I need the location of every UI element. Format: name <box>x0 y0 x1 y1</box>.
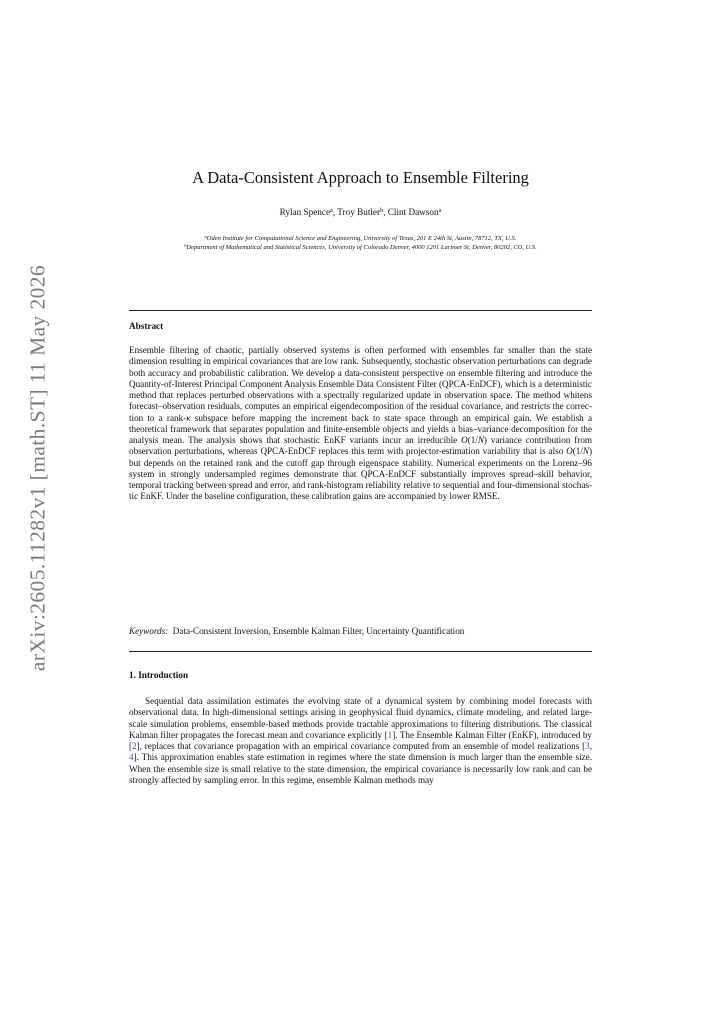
keywords-list: Data-Consistent Inversion, Ensemble Kalman Filter, Uncertainty Quantification <box>172 626 465 636</box>
introduction-text <box>129 696 592 786</box>
abstract-text-run: ) variance contribution from observation perturbations, whereas QPCA-EnDCF replaces this term with projector-estimation variability that is also <box>129 435 592 457</box>
abstract-math-symbol: N <box>582 446 589 457</box>
citation-link[interactable]: 1 <box>387 729 393 740</box>
intro-text-run: ], replaces that covariance propagation with an empirical covariance computed from an ensemble of model realizations [ <box>136 741 586 751</box>
citation-link[interactable]: 4 <box>129 752 134 763</box>
abstract-text <box>129 345 592 503</box>
affiliation-a: $^a$Oden Institute for Computational Science and Engineering, University of Texas, 201 E 24th St, Austin, 78712, TX, U.S. <box>204 234 517 242</box>
author: Clint Dawson$^a$ <box>387 207 442 217</box>
abstract-math-symbol: O <box>566 446 573 457</box>
abstract-text-run: subspace before mapping the increment back to state space through an empirical gain. We establish a theoretical framework that separates population and finite-ensemble objects and yields a bias–variance decomposition for the analysis mean. The analysis shows that stochastic EnKF variants incur an irreducible <box>129 412 592 445</box>
citation-link[interactable]: 2 <box>132 741 137 751</box>
intro-text-run: ]. The Ensemble Kalman Filter (EnKF), introduced by [ <box>129 729 592 751</box>
citation-link[interactable]: 3 <box>585 741 590 751</box>
intro-text-run: ]. This approximation enables state estimation in regimes where the state dimension is much larger than the ensemble size. When the ensemble size is small relative to the state dimension, the empirical covariance is necessarily low rank and can be strongly affected by sampling error. In this regime, ensemble Kalman methods may <box>129 752 592 785</box>
abstract-top-rule <box>129 310 592 311</box>
intro-text-run: , <box>589 741 592 751</box>
section-heading-introduction: 1. Introduction <box>129 670 189 680</box>
author: Rylan Spence$^a$ <box>279 207 333 217</box>
keywords <box>129 626 464 636</box>
abstract-heading: Abstract <box>129 321 164 331</box>
abstract-math-symbol: N <box>477 435 484 445</box>
arxiv-identifier: arXiv:2605.11282v1 [math.ST] 11 May 2026 <box>25 264 50 672</box>
abstract-math-symbol: κ <box>186 412 191 423</box>
affiliation-b: $^b$Department of Mathematical and Statistical Sciences, University of Colorado Denver, 4000 1201 Larimer St, Denver, 80202, CO, U.S. <box>184 243 537 252</box>
author: Troy Butler$^b$ <box>337 207 384 217</box>
abstract-bottom-rule <box>129 651 592 652</box>
keywords-label: Keywords: <box>129 626 169 636</box>
paper-title: A Data-Consistent Approach to Ensemble Filtering <box>192 168 529 187</box>
abstract-text-run: (1/ <box>572 446 583 457</box>
abstract-text-run: (1/ <box>467 435 478 445</box>
abstract-math-symbol: O <box>461 435 468 445</box>
author-list: Rylan Spence$^a$, Troy Butler$^b$, Clint Dawson$^a$ <box>279 207 442 217</box>
abstract-text-run: ) but depends on the retained rank and the cutoff gap through eigenspace stability. Numerical experiments on the Lorenz–96 system in strongly undersampled regimes demonstrate that QPCA-EnDCF substantially improves spread–skill behavior, temporal tracking between spread and error, and rank-histogram reliability relative to sequential and four-dimensional stochastic EnKF. Under the baseline configuration, these calibration gains are accompanied by lower RMSE. <box>129 446 592 502</box>
abstract-text-run: Ensemble filtering of chaotic, partially observed systems is often performed with ensembles far smaller than the state dimension resulting in empirical covariances that are low rank. Subsequently, stochastic observation perturbations can degrade both accuracy and probabilistic calibration. We develop a data-consistent perspective on ensemble filtering and introduce the Quantity-of-Interest Principal Component Analysis Ensemble Data Consistent Filter (QPCA-EnDCF), which is a deterministic method that replaces perturbed observations with a spectrally regularized update in observation space. The method whitens forecast–observation residuals, computes an empirical eigendecomposition of the residual covariance, and restricts the correction to a rank- <box>129 345 592 423</box>
affiliations <box>124 234 597 253</box>
intro-text-run: Sequential data assimilation estimates the evolving state of a dynamical system by combining model forecasts with observational data. In high-dimensional settings arising in geophysical fluid dynamics, climate modeling, and related large-scale simulation problems, ensemble-based methods provide tractable approximations to filtering distributions. The classical Kalman filter propagates the forecast mean and covariance explicitly [ <box>129 696 592 740</box>
